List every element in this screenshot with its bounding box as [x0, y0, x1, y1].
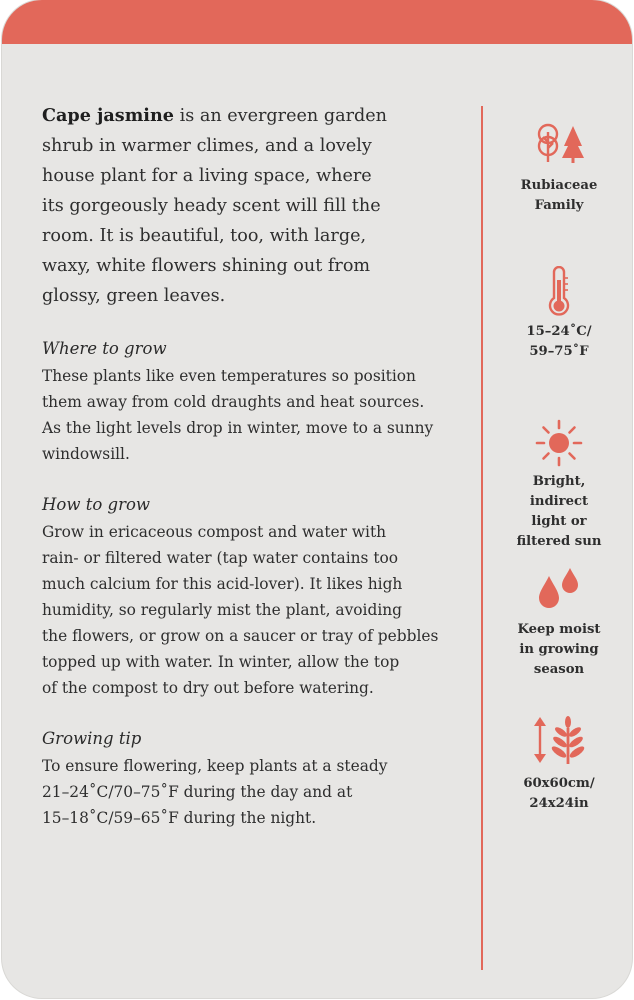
- body-line: Grow in ericaceous compost and water with: [42, 523, 387, 541]
- body-line: them away from cold draughts and heat sources.: [42, 393, 425, 411]
- thermometer-icon: [546, 266, 572, 316]
- water-drops-icon: [532, 566, 586, 612]
- label-line: light or: [531, 514, 587, 529]
- where-to-grow-section: [42, 335, 452, 467]
- intro-line: glossy, green leaves.: [42, 286, 226, 306]
- label-line: season: [533, 662, 585, 677]
- body-line: As the light levels drop in winter, move to a sunny: [42, 419, 434, 437]
- body-line: rain- or filtered water (tap water contains too: [42, 549, 399, 567]
- label-line: Keep moist: [517, 622, 601, 637]
- section-heading: How to grow: [42, 495, 151, 514]
- section-body: [42, 753, 452, 831]
- label-line: in growing: [519, 642, 599, 657]
- label-line: Bright,: [532, 474, 586, 489]
- label-line: 24x24in: [529, 796, 589, 811]
- how-to-grow-section: [42, 491, 452, 701]
- height-spread-icon: [531, 714, 587, 766]
- body-line: topped up with water. In winter, allow the top: [42, 653, 400, 671]
- top-accent-band: [2, 0, 632, 44]
- size-info: [494, 714, 624, 814]
- body-line: These plants like even temperatures so position: [42, 367, 416, 385]
- label-line: 15–24˚C/: [526, 324, 592, 339]
- body-line: humidity, so regularly mist the plant, avoiding: [42, 601, 403, 619]
- label-line: 60x60cm/: [523, 776, 595, 791]
- family-label: [494, 176, 624, 216]
- plant-card: [2, 0, 632, 998]
- main-text-column: [42, 101, 452, 831]
- body-line: the flowers, or grow on a saucer or tray of pebbles: [42, 627, 439, 645]
- light-info: [494, 418, 624, 552]
- label-line: Family: [534, 198, 584, 213]
- watering-info: [494, 566, 624, 680]
- trees-icon: [530, 120, 588, 164]
- body-line: To ensure flowering, keep plants at a steady: [42, 757, 388, 775]
- temperature-info: [494, 266, 624, 362]
- section-heading: Where to grow: [42, 339, 167, 358]
- watering-label: [494, 620, 624, 680]
- growing-tip-section: [42, 725, 452, 831]
- divider-line: [481, 106, 483, 970]
- plant-name: Cape jasmine: [42, 105, 174, 126]
- label-line: filtered sun: [516, 534, 602, 549]
- label-line: 59–75˚F: [529, 344, 589, 359]
- size-label: [494, 774, 624, 814]
- body-line: 21–24˚C/70–75˚F during the day and at: [42, 783, 353, 801]
- intro-paragraph: [42, 101, 452, 311]
- body-line: much calcium for this acid-lover). It likes high: [42, 575, 403, 593]
- light-label: [494, 472, 624, 552]
- intro-line: house plant for a living space, where: [42, 166, 372, 186]
- intro-line: is an evergreen garden: [173, 106, 387, 126]
- body-line: of the compost to dry out before watering.: [42, 679, 374, 697]
- sun-icon: [534, 418, 584, 468]
- family-info: [494, 120, 624, 216]
- section-body: [42, 519, 452, 701]
- section-heading: Growing tip: [42, 729, 142, 748]
- section-body: [42, 363, 452, 467]
- body-line: windowsill.: [42, 445, 130, 463]
- intro-line: room. It is beautiful, too, with large,: [42, 226, 367, 246]
- body-line: 15–18˚C/59–65˚F during the night.: [42, 809, 317, 827]
- intro-line: shrub in warmer climes, and a lovely: [42, 136, 372, 156]
- temperature-label: [494, 322, 624, 362]
- intro-line: its gorgeously heady scent will fill the: [42, 196, 381, 216]
- label-line: Rubiaceae: [520, 178, 598, 193]
- label-line: indirect: [529, 494, 589, 509]
- intro-line: waxy, white flowers shining out from: [42, 256, 371, 276]
